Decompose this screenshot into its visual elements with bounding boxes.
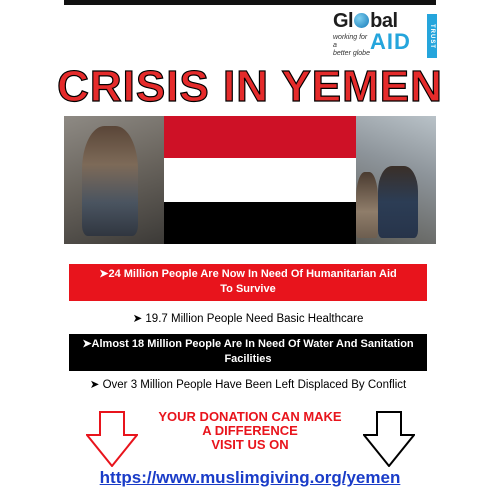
child-figure-2 xyxy=(356,172,378,238)
child-figure xyxy=(82,126,138,236)
down-arrow-icon xyxy=(86,411,138,467)
logo-trust-label: TRUST xyxy=(427,14,437,58)
fact-healthcare xyxy=(69,312,427,327)
fact-3-line2: Facilities xyxy=(224,353,272,365)
fact-3-line1: ➤Almost 18 Million People Are In Need Of Water And Sanitation xyxy=(82,338,414,350)
logo-tagline xyxy=(333,34,373,58)
children-photo-right xyxy=(356,116,436,244)
fact-1-line1: ➤24 Million People Are Now In Need Of Humanitarian Aid xyxy=(99,268,397,280)
page-title xyxy=(0,62,500,112)
fact-4-line1: ➤ Over 3 Million People Have Been Left Displaced By Conflict xyxy=(89,379,407,391)
fact-2-line1: ➤ 19.7 Million People Need Basic Healthcare xyxy=(132,313,364,325)
cta-line2: A DIFFERENCE xyxy=(202,423,298,438)
child-figure-3 xyxy=(378,166,418,238)
global-aid-trust-logo xyxy=(333,10,443,62)
child-photo-left xyxy=(64,116,164,244)
photo-banner xyxy=(64,116,436,244)
donation-link[interactable]: https://www.muslimgiving.org/yemen xyxy=(99,468,401,487)
top-border-bar xyxy=(64,0,436,5)
flag-red-stripe xyxy=(164,116,356,158)
donation-call-to-action xyxy=(140,410,360,452)
fact-water-sanitation xyxy=(69,334,427,371)
down-arrow-icon xyxy=(363,411,415,467)
fact-displaced xyxy=(69,378,427,393)
logo-tagline-line1: working for a xyxy=(333,34,368,49)
logo-tagline-line2: better globe xyxy=(333,50,370,57)
cta-line1: YOUR DONATION CAN MAKE xyxy=(158,409,342,424)
title-yemen: YEMEN xyxy=(281,62,443,111)
logo-aid-text: AID xyxy=(370,29,411,54)
flag-black-stripe xyxy=(164,202,356,244)
cta-line3: VISIT US ON xyxy=(211,437,289,452)
title-crisis-in: CRISIS IN xyxy=(57,62,269,111)
flag-white-stripe xyxy=(164,158,356,202)
fact-1-line2: To Survive xyxy=(220,283,276,295)
logo-word-bal: bal xyxy=(370,10,398,32)
logo-word-gl: Gl xyxy=(333,10,354,32)
yemen-flag xyxy=(164,116,356,244)
fact-humanitarian-aid xyxy=(69,264,427,301)
globe-icon xyxy=(354,13,369,28)
